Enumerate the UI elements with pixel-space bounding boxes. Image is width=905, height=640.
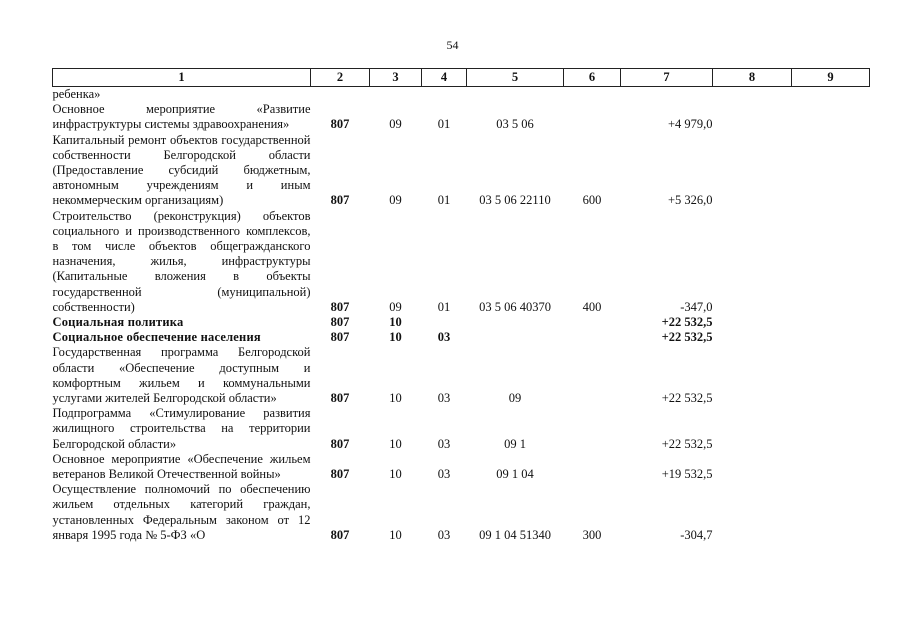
row-target-article	[467, 330, 564, 345]
row-ministry-code: 807	[330, 330, 350, 345]
row-expense-type	[564, 102, 621, 132]
row-section-code: 10	[389, 467, 402, 482]
row-empty-col-8	[713, 133, 792, 209]
row-ministry-code: 807	[330, 436, 350, 451]
row-subsection-code: 01	[437, 117, 451, 132]
row-ministry-code: 807	[330, 315, 350, 330]
col-header-3: 3	[370, 69, 422, 87]
row-section-code: 09	[389, 299, 402, 314]
row-empty-col-8	[713, 482, 792, 543]
table-row	[53, 406, 870, 452]
row-target-article: 09	[508, 391, 522, 406]
row-empty-col-8	[713, 330, 792, 345]
row-empty-col-8	[713, 102, 792, 132]
row-amount: +22 532,5	[661, 330, 713, 345]
row-expense-type	[564, 315, 621, 330]
row-empty-col-9	[792, 406, 870, 452]
budget-table	[52, 68, 870, 543]
row-description: Капитальный ремонт объектов государственной собственности Белгородской области (Предоставление субсидий бюджетным, автономным учреждениям и иным некоммерческим организациям)	[52, 132, 311, 208]
column-number-header	[53, 69, 870, 87]
row-target-article: 09 1 04	[496, 467, 534, 482]
row-amount: +22 532,5	[661, 436, 713, 451]
row-empty-col-9	[792, 209, 870, 315]
row-amount	[621, 87, 713, 103]
row-ministry-code	[311, 87, 370, 103]
row-amount: +22 532,5	[661, 391, 713, 406]
row-expense-type	[564, 452, 621, 482]
row-ministry-code: 807	[330, 527, 350, 542]
row-description: Социальная политика	[52, 315, 184, 330]
table-row	[53, 315, 870, 330]
row-target-article	[467, 87, 564, 103]
row-description: Подпрограмма «Стимулирование развития жилищного строительства на территории Белгородской области»	[52, 406, 311, 451]
row-ministry-code: 807	[330, 467, 350, 482]
row-target-article: 03 5 06	[496, 117, 534, 132]
table-row	[53, 482, 870, 543]
row-expense-type	[564, 406, 621, 452]
row-section-code: 10	[389, 527, 402, 542]
row-section-code	[370, 87, 422, 103]
row-target-article	[467, 315, 564, 330]
table-row	[53, 452, 870, 482]
table-row	[53, 133, 870, 209]
row-subsection-code	[422, 315, 467, 330]
row-section-code: 10	[389, 391, 402, 406]
row-subsection-code: 03	[437, 330, 451, 345]
row-expense-type: 300	[582, 527, 602, 542]
row-section-code: 10	[389, 330, 402, 345]
row-target-article: 03 5 06 40370	[479, 299, 551, 314]
row-target-article: 09 1 04 51340	[479, 527, 551, 542]
row-empty-col-9	[792, 345, 870, 406]
row-section-code: 10	[389, 315, 402, 330]
row-target-article: 09 1	[504, 436, 526, 451]
row-expense-type	[564, 345, 621, 406]
col-header-7: 7	[621, 69, 713, 87]
row-empty-col-9	[792, 133, 870, 209]
row-empty-col-9	[792, 452, 870, 482]
row-empty-col-8	[713, 315, 792, 330]
row-empty-col-9	[792, 102, 870, 132]
row-amount: +19 532,5	[661, 467, 713, 482]
row-description: ребенка»	[52, 87, 101, 101]
row-empty-col-9	[792, 482, 870, 543]
row-section-code: 09	[389, 193, 402, 208]
row-amount: +4 979,0	[667, 117, 713, 132]
row-expense-type: 600	[582, 193, 602, 208]
row-expense-type: 400	[582, 299, 602, 314]
col-header-9: 9	[792, 69, 870, 87]
row-amount: -304,7	[680, 527, 713, 542]
table-row	[53, 87, 870, 103]
row-section-code: 10	[389, 436, 402, 451]
row-subsection-code: 03	[437, 527, 451, 542]
row-ministry-code: 807	[330, 193, 350, 208]
table-row	[53, 102, 870, 132]
row-empty-col-8	[713, 406, 792, 452]
row-description: Строительство (реконструкция) объектов социального и производственного комплексов, в том числе объектов общегражданского назначения, жилья, инфраструктуры (Капитальные вложения в объекты государственной (муниципальной) собственности)	[52, 208, 311, 314]
row-subsection-code: 01	[437, 193, 451, 208]
row-empty-col-9	[792, 87, 870, 103]
row-empty-col-8	[713, 209, 792, 315]
table-body	[53, 87, 870, 544]
row-empty-col-8	[713, 87, 792, 103]
row-empty-col-9	[792, 315, 870, 330]
row-subsection-code: 03	[437, 436, 451, 451]
row-subsection-code	[422, 87, 467, 103]
row-ministry-code: 807	[330, 391, 350, 406]
row-subsection-code: 03	[437, 391, 451, 406]
row-description: Осуществление полномочий по обеспечению жильем отдельных категорий граждан, установленных Федеральным законом от 12 января 1995 года № 5-ФЗ «О	[52, 482, 311, 542]
table-row	[53, 345, 870, 406]
row-expense-type	[564, 330, 621, 345]
row-subsection-code: 03	[437, 467, 451, 482]
row-target-article: 03 5 06 22110	[479, 193, 551, 208]
row-amount: -347,0	[680, 299, 713, 314]
row-ministry-code: 807	[330, 299, 350, 314]
row-expense-type	[564, 87, 621, 103]
table-row	[53, 209, 870, 315]
row-description: Основное мероприятие «Развитие инфраструктуры системы здравоохранения»	[52, 102, 311, 132]
col-header-5: 5	[467, 69, 564, 87]
row-description: Государственная программа Белгородской области «Обеспечение доступным и комфортным жильем и коммунальными услугами жителей Белгородской области»	[52, 345, 311, 406]
row-empty-col-8	[713, 452, 792, 482]
col-header-1: 1	[53, 69, 311, 87]
row-empty-col-8	[713, 345, 792, 406]
page-number: 54	[446, 38, 459, 52]
row-amount: +22 532,5	[661, 315, 713, 330]
col-header-4: 4	[422, 69, 467, 87]
row-section-code: 09	[389, 117, 402, 132]
row-ministry-code: 807	[330, 117, 350, 132]
row-description: Основное мероприятие «Обеспечение жильем ветеранов Великой Отечественной войны»	[52, 451, 311, 482]
row-description: Социальное обеспечение населения	[52, 330, 261, 345]
row-amount: +5 326,0	[667, 193, 713, 208]
row-empty-col-9	[792, 330, 870, 345]
col-header-2: 2	[311, 69, 370, 87]
table-row	[53, 330, 870, 345]
col-header-6: 6	[564, 69, 621, 87]
col-header-8: 8	[713, 69, 792, 87]
row-subsection-code: 01	[437, 299, 451, 314]
